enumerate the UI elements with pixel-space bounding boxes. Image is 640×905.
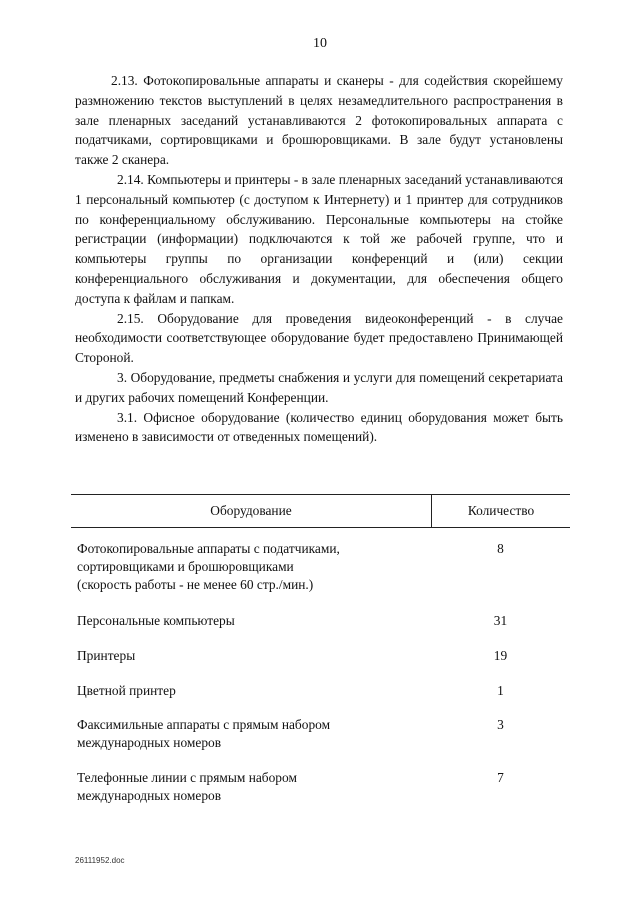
document-reference: 26111952.doc — [75, 856, 125, 865]
equipment-cell: Фотокопировальные аппараты с податчиками, сортировщиками и брошюровщиками (скорость работы - не менее 60 стр./мин.) — [77, 541, 340, 592]
body-text — [75, 71, 563, 447]
paragraph-2-14: 2.14. Компьютеры и принтеры - в зале пленарных заседаний устанавливаются 1 персональный компьютер (с доступом к Интернету) и 1 принтер для сотрудников по конференциальному обслуживанию. Персональные компьютеры на стойке регистрации (информации) подключаются к той же рабочей группе, что и компьютеры группы по организации конференций и (или) секции конференциального обслуживания и документации, для обеспечения общего доступа к файлам и папкам. — [75, 171, 563, 306]
paragraph-2-13: 2.13. Фотокопировальные аппараты и сканеры - для содействия скорейшему размножению текстов выступлений в целях незамедлительного распространения в зале пленарных заседаний устанавливаются 2 фотокопировальных аппарата с податчиками, сортировщиками и брошюровщиками. В зале будут установлены также 2 сканера. — [75, 73, 563, 168]
equipment-cell: Персональные компьютеры — [77, 613, 235, 628]
equipment-cell: Факсимильные аппараты с прямым набором международных номеров — [77, 717, 331, 750]
header-equipment: Оборудование — [71, 495, 432, 527]
paragraph-3-1: 3.1. Офисное оборудование (количество единиц оборудования может быть изменено в зависимости от отведенных помещений). — [75, 409, 563, 445]
table-header — [71, 494, 570, 528]
equipment-table — [71, 494, 570, 803]
quantity-cell: 19 — [493, 648, 508, 663]
paragraph-2-15: 2.15. Оборудование для проведения видеоконференций - в случае необходимости соответствующее оборудование будет предоставлено Принимающей Стороной. — [75, 310, 563, 366]
quantity-cell: 1 — [497, 683, 504, 698]
equipment-cell: Телефонные линии с прямым набором международных номеров — [77, 770, 297, 803]
quantity-cell: 7 — [497, 770, 504, 785]
header-quantity: Количество — [467, 503, 535, 518]
page-number: 10 — [313, 36, 327, 51]
quantity-cell: 31 — [493, 613, 508, 628]
equipment-cell: Принтеры — [77, 648, 136, 663]
quantity-cell: 3 — [497, 717, 504, 732]
equipment-cell: Цветной принтер — [77, 683, 176, 698]
paragraph-3: 3. Оборудование, предметы снабжения и услуги для помещений секретариата и других рабочих помещений Конференции. — [75, 369, 563, 405]
quantity-cell: 8 — [497, 541, 504, 556]
